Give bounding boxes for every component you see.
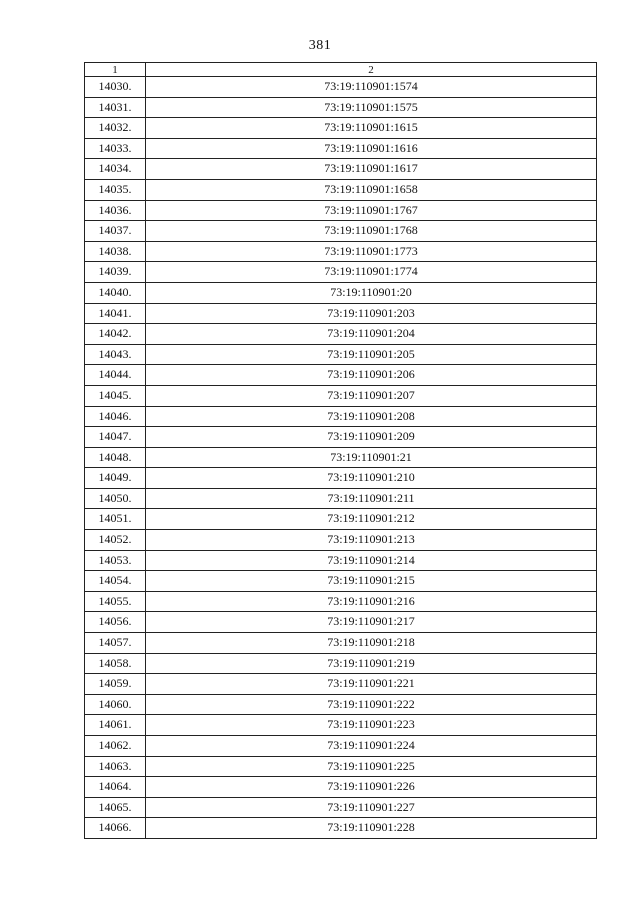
cadastral-id-cell: 73:19:110901:223 — [146, 715, 597, 736]
cadastral-id-cell: 73:19:110901:1574 — [146, 77, 597, 98]
row-number-cell: 14054. — [85, 571, 146, 592]
row-number-cell: 14036. — [85, 200, 146, 221]
row-number-cell: 14052. — [85, 530, 146, 551]
cadastral-id-cell: 73:19:110901:225 — [146, 756, 597, 777]
cadastral-id-cell: 73:19:110901:209 — [146, 427, 597, 448]
row-number-cell: 14031. — [85, 97, 146, 118]
cadastral-id-cell: 73:19:110901:228 — [146, 818, 597, 839]
table-row — [85, 303, 597, 324]
cadastral-id-cell: 73:19:110901:218 — [146, 633, 597, 654]
row-number-cell: 14041. — [85, 303, 146, 324]
cadastral-id-cell: 73:19:110901:222 — [146, 694, 597, 715]
row-number-cell: 14053. — [85, 550, 146, 571]
cadastral-id-cell: 73:19:110901:1768 — [146, 221, 597, 242]
row-number-cell: 14043. — [85, 344, 146, 365]
cadastral-id-cell: 73:19:110901:204 — [146, 324, 597, 345]
table-row — [85, 488, 597, 509]
cadastral-id-cell: 73:19:110901:208 — [146, 406, 597, 427]
row-number-cell: 14050. — [85, 488, 146, 509]
table-row — [85, 756, 597, 777]
cadastral-id-cell: 73:19:110901:1616 — [146, 138, 597, 159]
table-row — [85, 241, 597, 262]
cadastral-id-cell: 73:19:110901:207 — [146, 385, 597, 406]
table-row — [85, 591, 597, 612]
row-number-cell: 14058. — [85, 653, 146, 674]
table-row — [85, 571, 597, 592]
table-row — [85, 97, 597, 118]
cadastral-id-cell: 73:19:110901:1773 — [146, 241, 597, 262]
table-row — [85, 818, 597, 839]
row-number-cell: 14039. — [85, 262, 146, 283]
table-row — [85, 468, 597, 489]
table-row — [85, 653, 597, 674]
cadastral-id-cell: 73:19:110901:211 — [146, 488, 597, 509]
table-header-row — [85, 63, 597, 77]
table-row — [85, 797, 597, 818]
cadastral-id-cell: 73:19:110901:203 — [146, 303, 597, 324]
row-number-cell: 14056. — [85, 612, 146, 633]
table-row — [85, 324, 597, 345]
table-row — [85, 736, 597, 757]
table-row — [85, 550, 597, 571]
cadastral-id-cell: 73:19:110901:226 — [146, 777, 597, 798]
row-number-cell: 14040. — [85, 282, 146, 303]
table-row — [85, 694, 597, 715]
row-number-cell: 14044. — [85, 365, 146, 386]
table-row — [85, 200, 597, 221]
cadastral-id-cell: 73:19:110901:21 — [146, 447, 597, 468]
table-row — [85, 530, 597, 551]
cadastral-id-cell: 73:19:110901:1575 — [146, 97, 597, 118]
cadastral-id-cell: 73:19:110901:1617 — [146, 159, 597, 180]
row-number-cell: 14059. — [85, 674, 146, 695]
row-number-cell: 14066. — [85, 818, 146, 839]
cadastral-id-cell: 73:19:110901:205 — [146, 344, 597, 365]
row-number-cell: 14063. — [85, 756, 146, 777]
row-number-cell: 14065. — [85, 797, 146, 818]
cadastral-id-cell: 73:19:110901:212 — [146, 509, 597, 530]
row-number-cell: 14055. — [85, 591, 146, 612]
page-number: 381 — [308, 38, 332, 53]
table-row — [85, 344, 597, 365]
table-body — [85, 77, 597, 839]
table-row — [85, 221, 597, 242]
cadastral-id-cell: 73:19:110901:215 — [146, 571, 597, 592]
row-number-cell: 14060. — [85, 694, 146, 715]
cadastral-id-cell: 73:19:110901:210 — [146, 468, 597, 489]
row-number-cell: 14034. — [85, 159, 146, 180]
row-number-cell: 14033. — [85, 138, 146, 159]
column-header-cadastral-id: 2 — [146, 63, 597, 77]
table-row — [85, 118, 597, 139]
row-number-cell: 14064. — [85, 777, 146, 798]
table-row — [85, 282, 597, 303]
row-number-cell: 14042. — [85, 324, 146, 345]
cadastral-id-cell: 73:19:110901:1774 — [146, 262, 597, 283]
row-number-cell: 14049. — [85, 468, 146, 489]
table-row — [85, 159, 597, 180]
table-row — [85, 77, 597, 98]
cadastral-id-cell: 73:19:110901:1767 — [146, 200, 597, 221]
registry-table — [84, 62, 597, 839]
row-number-cell: 14047. — [85, 427, 146, 448]
row-number-cell: 14051. — [85, 509, 146, 530]
row-number-cell: 14030. — [85, 77, 146, 98]
table-row — [85, 179, 597, 200]
row-number-cell: 14037. — [85, 221, 146, 242]
row-number-cell: 14032. — [85, 118, 146, 139]
row-number-cell: 14035. — [85, 179, 146, 200]
cadastral-id-cell: 73:19:110901:206 — [146, 365, 597, 386]
table-row — [85, 406, 597, 427]
row-number-cell: 14061. — [85, 715, 146, 736]
column-header-number: 1 — [85, 63, 146, 77]
table-row — [85, 509, 597, 530]
table-row — [85, 715, 597, 736]
cadastral-id-cell: 73:19:110901:214 — [146, 550, 597, 571]
table-row — [85, 385, 597, 406]
table-row — [85, 447, 597, 468]
row-number-cell: 14038. — [85, 241, 146, 262]
cadastral-id-cell: 73:19:110901:224 — [146, 736, 597, 757]
cadastral-id-cell: 73:19:110901:1658 — [146, 179, 597, 200]
cadastral-id-cell: 73:19:110901:216 — [146, 591, 597, 612]
table-row — [85, 138, 597, 159]
cadastral-id-cell: 73:19:110901:227 — [146, 797, 597, 818]
table-row — [85, 365, 597, 386]
table-row — [85, 427, 597, 448]
row-number-cell: 14046. — [85, 406, 146, 427]
table-row — [85, 262, 597, 283]
cadastral-id-cell: 73:19:110901:217 — [146, 612, 597, 633]
row-number-cell: 14048. — [85, 447, 146, 468]
cadastral-id-cell: 73:19:110901:221 — [146, 674, 597, 695]
row-number-cell: 14062. — [85, 736, 146, 757]
cadastral-id-cell: 73:19:110901:219 — [146, 653, 597, 674]
table-row — [85, 674, 597, 695]
cadastral-id-cell: 73:19:110901:213 — [146, 530, 597, 551]
table-row — [85, 633, 597, 654]
row-number-cell: 14045. — [85, 385, 146, 406]
row-number-cell: 14057. — [85, 633, 146, 654]
table-row — [85, 777, 597, 798]
cadastral-id-cell: 73:19:110901:20 — [146, 282, 597, 303]
cadastral-id-cell: 73:19:110901:1615 — [146, 118, 597, 139]
table-row — [85, 612, 597, 633]
